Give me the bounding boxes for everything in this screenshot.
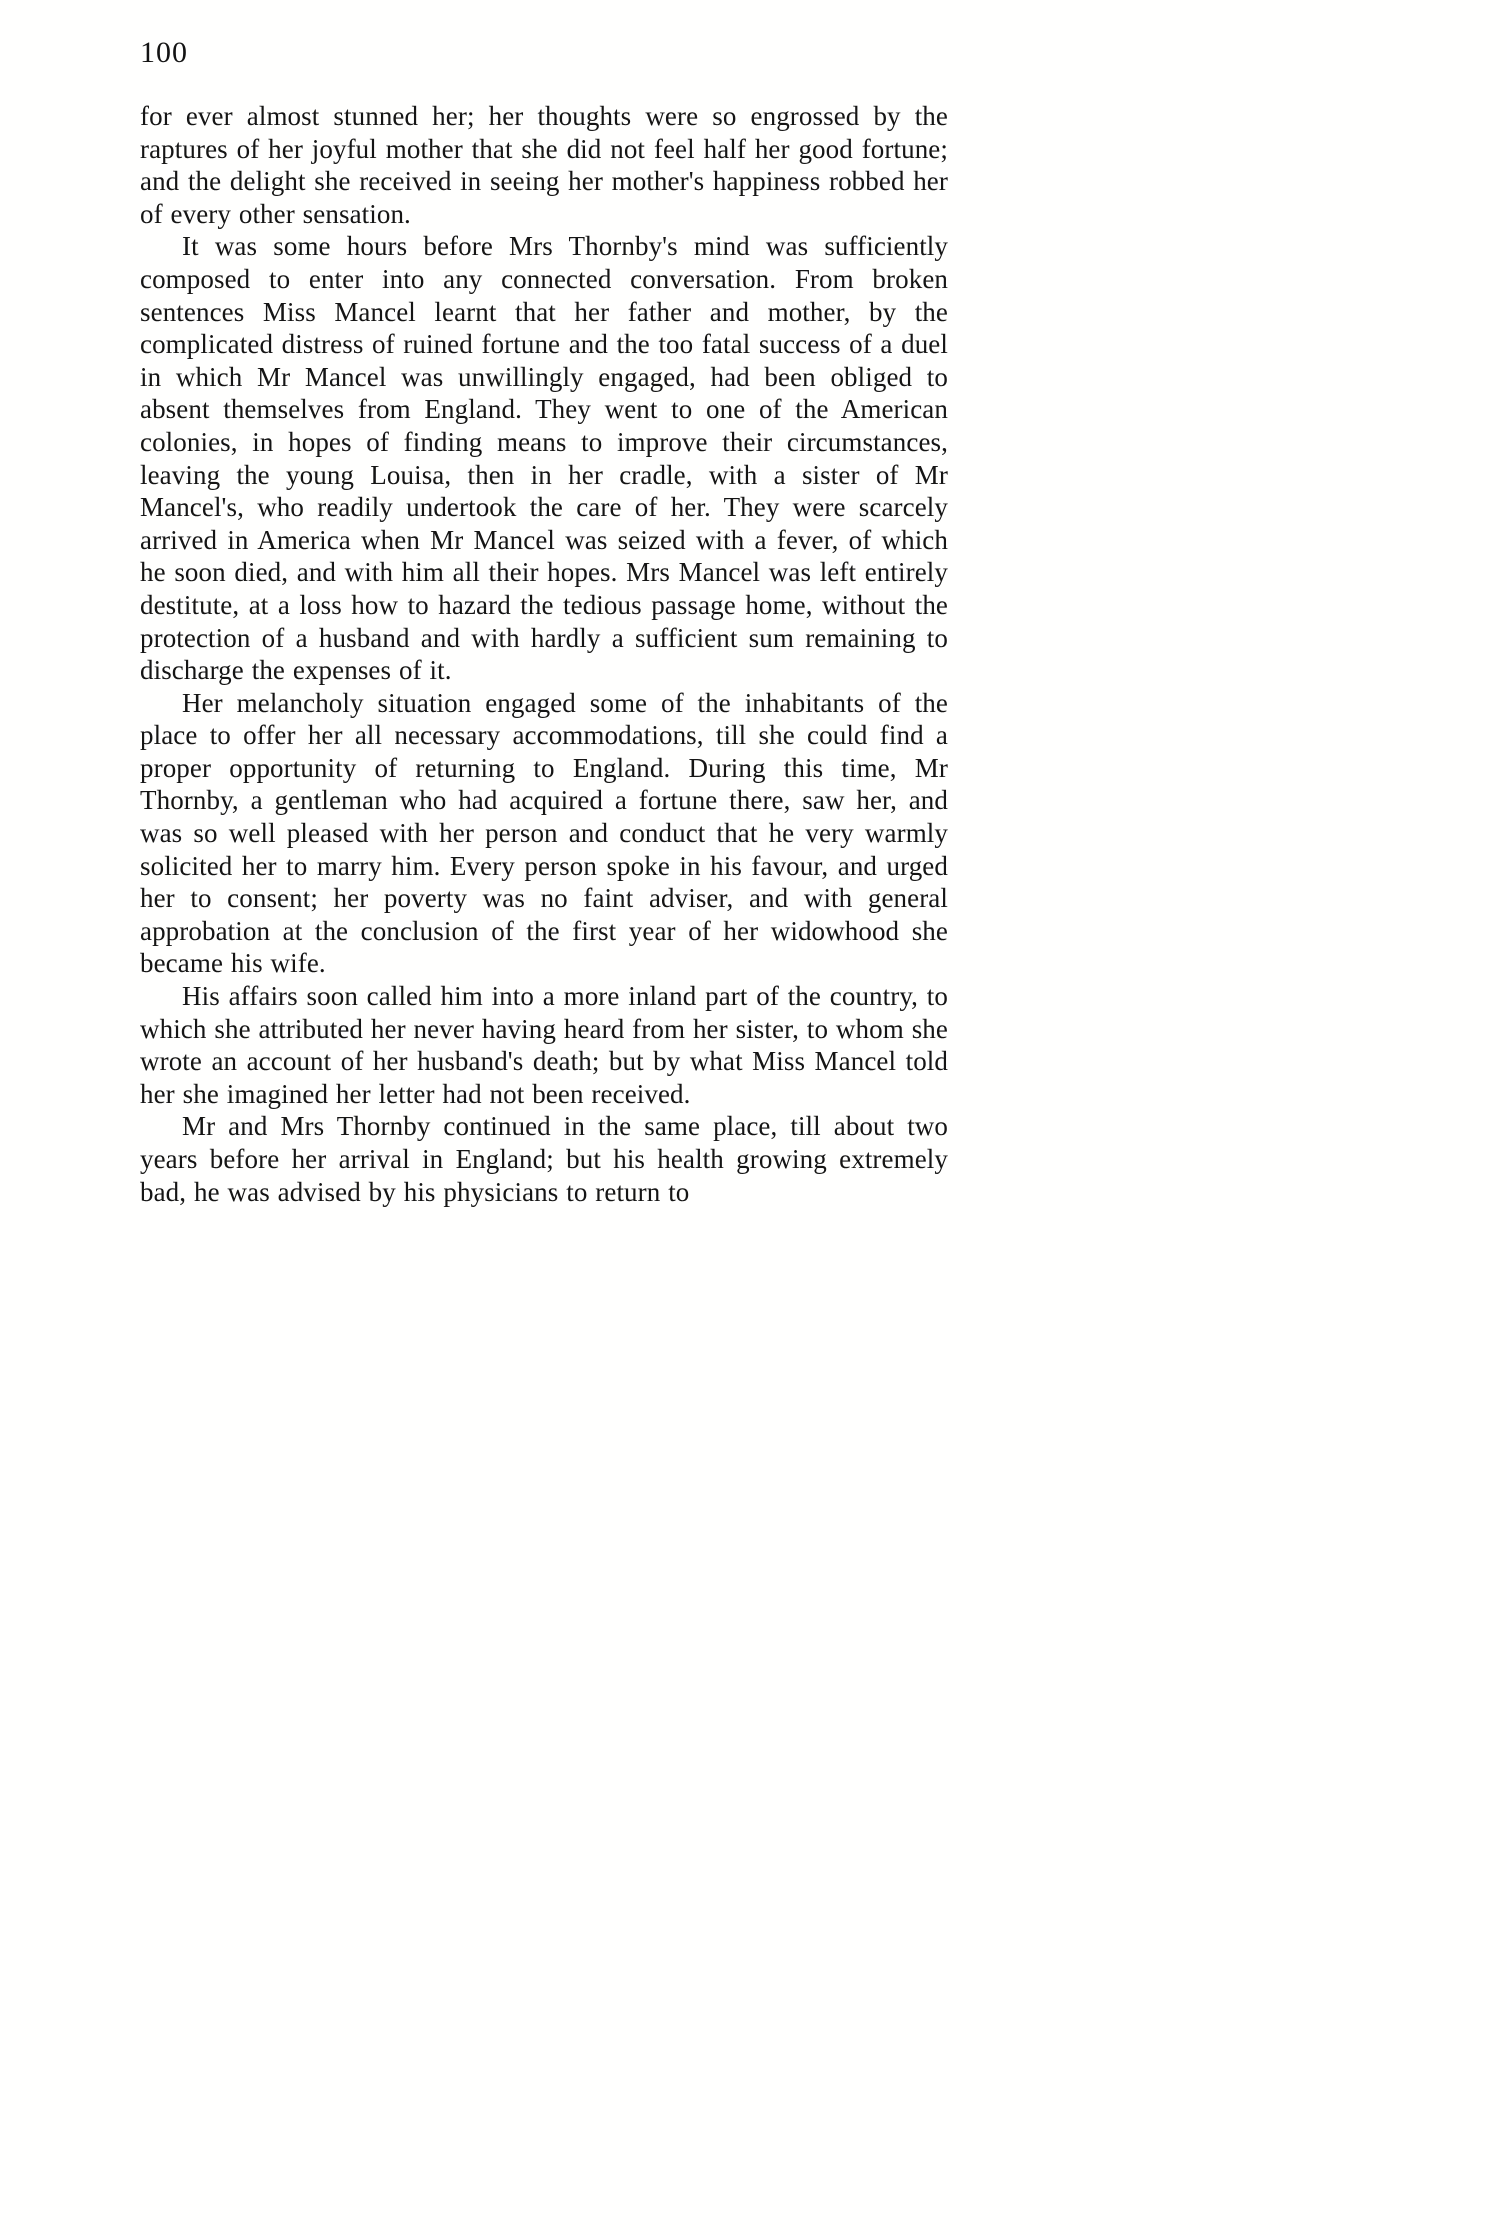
text-block [140, 100, 948, 1208]
paragraph: It was some hours before Mrs Thornby's mind was sufficiently composed to enter into any connected conversation. From broken sentences Miss Mancel learnt that her father and mother, by the complicated distress of ruined fortune and the too fatal success of a duel in which Mr Mancel was unwillingly engaged, had been obliged to absent themselves from England. They went to one of the American colonies, in hopes of finding means to improve their circumstances, leaving the young Louisa, then in her cradle, with a sister of Mr Mancel's, who readily undertook the care of her. They were scarcely arrived in America when Mr Mancel was seized with a fever, of which he soon died, and with him all their hopes. Mrs Mancel was left entirely destitute, at a loss how to hazard the tedious passage home, without the protection of a husband and with hardly a sufficient sum remaining to discharge the expenses of it. [140, 231, 948, 686]
paragraph: for ever almost stunned her; her thoughts were so engrossed by the raptures of her joyful mother that she did not feel half her good fortune; and the delight she received in seeing her mother's happiness robbed her of every other sensation. [140, 101, 948, 229]
paragraph: Mr and Mrs Thornby continued in the same place, till about two years before her arrival in England; but his health growing extremely bad, he was advised by his physicians to return to [140, 1111, 948, 1207]
paragraph: Her melancholy situation engaged some of the inhabitants of the place to offer her all necessary accommodations, till she could find a proper opportunity of returning to England. During this time, Mr Thornby, a gentleman who had acquired a fortune there, saw her, and was so well pleased with her person and conduct that he very warmly solicited her to marry him. Every person spoke in his favour, and urged her to consent; her poverty was no faint adviser, and with general approbation at the conclusion of the first year of her widowhood she became his wife. [140, 687, 948, 979]
page-number: 100 [140, 36, 188, 69]
paragraph: His affairs soon called him into a more inland part of the country, to which she attributed her never having heard from her sister, to whom she wrote an account of her husband's death; but by what Miss Mancel told her she imagined her letter had not been received. [140, 981, 948, 1109]
